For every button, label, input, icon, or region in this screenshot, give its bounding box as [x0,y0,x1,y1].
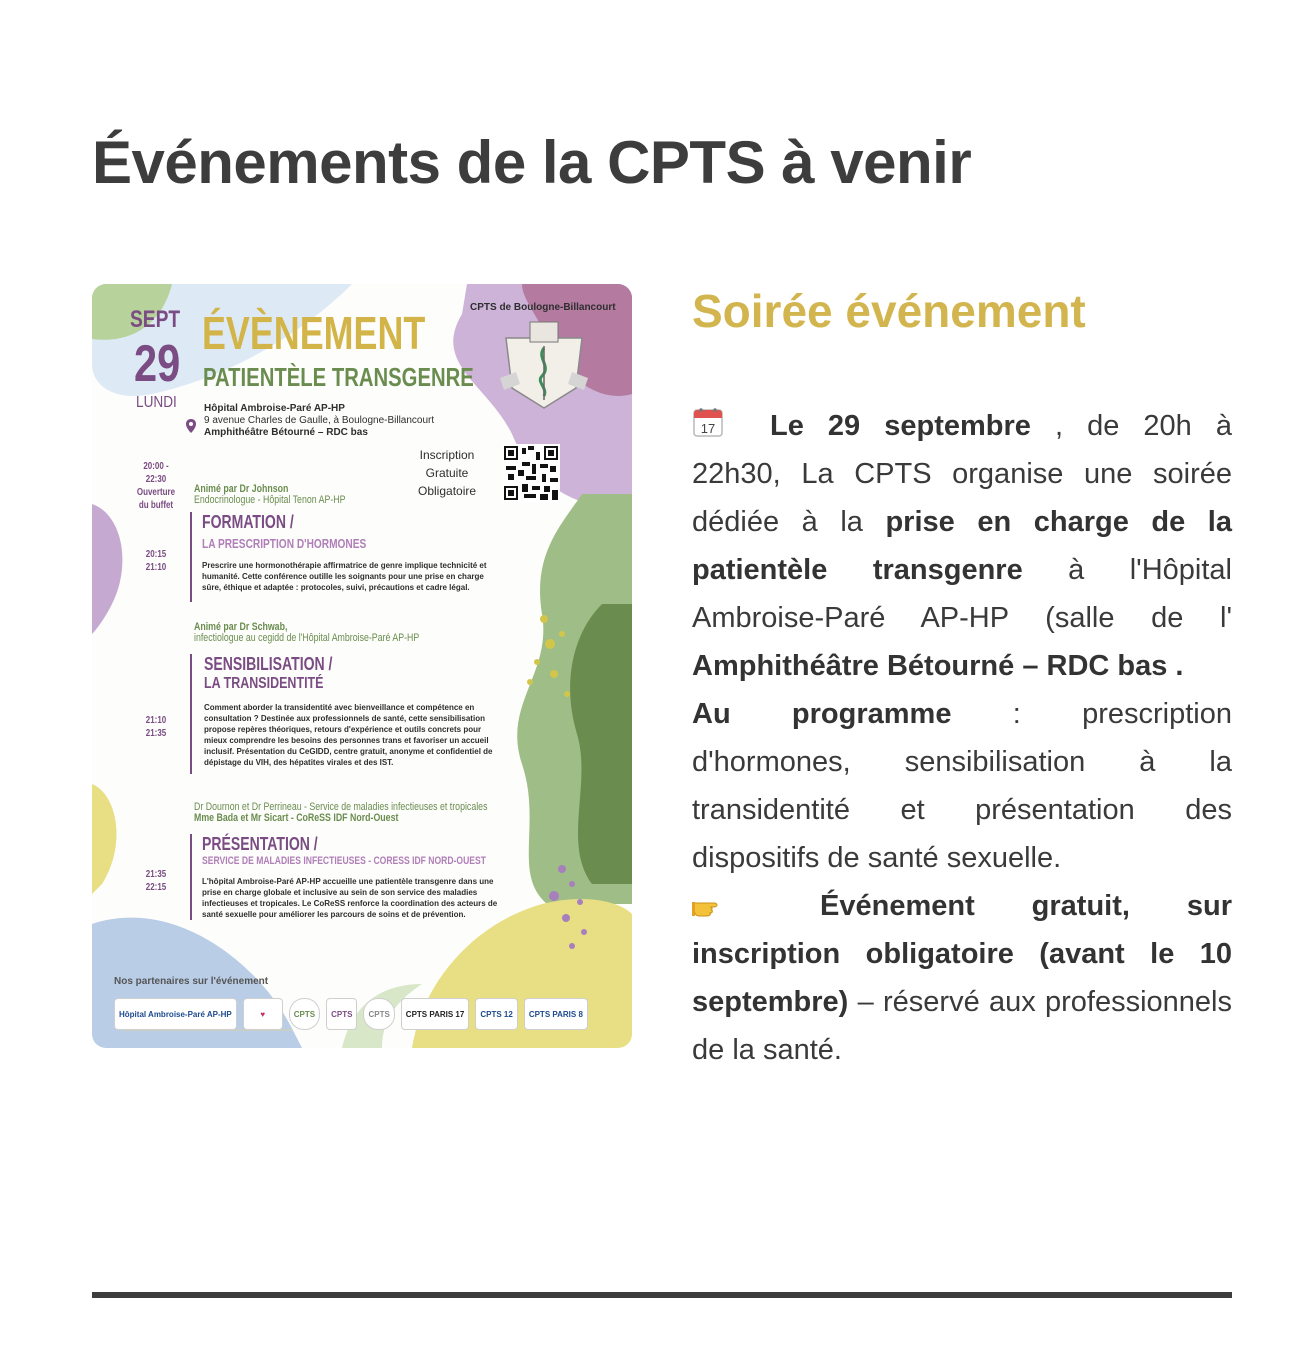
partner-logos [114,996,614,1032]
poster-month: SEPT [130,306,181,333]
session-description: Prescrire une hormonothérapie affirmatrice de genre implique technicité et humanité. Cette conférence outille les soignants pour une prise en charge sûre, éthique et adaptée : protocoles, suivi, précautions et cadre légal. [202,561,487,592]
animator-role: infectiologue au cegidd de l'Hôpital Ambroise-Paré AP-HP [194,632,420,644]
poster-title: ÉVÈNEMENT [202,307,426,359]
partner-logo: CPTS [363,998,394,1030]
session-title: FORMATION / [202,512,294,532]
time-end: 22:15 [145,882,167,893]
registration-line: Obligatoire [418,484,477,498]
registration-line: Gratuite [425,466,469,480]
animator-name: Animé par Dr Johnson [194,483,289,495]
partner-logo: CPTS [289,998,320,1030]
event-date: Le 29 septembre [770,410,1031,442]
event-poster-image[interactable] [92,284,632,1048]
buffet-label: du buffet [138,500,174,511]
partner-logo: Hôpital Ambroise-Paré AP-HP [114,998,237,1030]
event-description [692,402,1232,1074]
session-animator [194,622,419,644]
animator-name: Dr Dournon et Dr Perrineau - Service de maladies infectieuses et tropicales [194,801,488,813]
registration-line: Inscription [419,448,475,462]
session-time [132,548,180,574]
page-title: Événements de la CPTS à venir [92,129,972,196]
poster-day: 29 [134,335,181,393]
audience-note: – réservé aux professionnels de la santé. [692,986,1232,1066]
event-topic: prise en charge de la patientèle transgenre [692,506,1232,586]
poster-venue-name: Hôpital Ambroise-Paré AP-HP [204,403,345,414]
session-time [132,714,180,740]
poster-venue-room: Amphithéâtre Bétourné – RDC bas [204,427,368,438]
event-text-part: , de 20h à 22h30, La CPTS organise une soirée dédiée à la [692,410,1232,538]
poster-subtitle: PATIENTÈLE TRANSGENRE [203,362,474,392]
session-subtitle: LA PRESCRIPTION D'HORMONES [202,536,367,551]
poster-weekday: LUNDI [136,394,177,411]
poster-venue [204,403,434,439]
animator-role: Mme Bada et Mr Sicart - CoReSS IDF Nord-Ouest [194,812,399,824]
time-start: 21:10 [145,715,167,726]
buffet-label: Ouverture [136,487,176,498]
partner-logo: CPTS PARIS 8 [524,998,588,1030]
free-event-note: Événement gratuit, sur inscription obligatoire (avant le 10 septembre) [692,890,1232,1018]
session-title: PRÉSENTATION / [202,834,318,854]
partner-logo: ♥ [243,998,283,1030]
svg-text:17: 17 [700,421,716,436]
cpts-crest-logo [496,318,592,414]
time-end: 21:35 [145,728,167,739]
buffet-time: 20:00 - 22:30 [143,461,169,485]
partner-logo: CPTS PARIS 17 [401,998,470,1030]
poster-registration-note [418,446,476,500]
session-title: SENSIBILISATION / [204,654,333,674]
partner-logo: CPTS 12 [475,998,517,1030]
session-subtitle: LA TRANSIDENTITÉ [204,675,324,692]
qr-code-icon [502,444,560,502]
session-animator [194,484,345,506]
location-pin-icon [186,419,196,433]
session-divider [190,512,192,602]
event-room: Amphithéâtre Bétourné – RDC bas . [692,650,1184,682]
program-label: Au programme [692,698,952,730]
animator-name: Animé par Dr Schwab, [194,621,288,633]
session-subtitle: SERVICE DE MALADIES INFECTIEUSES - CORESS IDF NORD-OUEST [202,855,486,867]
pointing-hand-icon [692,895,724,917]
time-start: 20:15 [145,549,167,560]
session-description: Comment aborder la transidentité avec bienveillance et compétence en consultation ? Destinée aux professionnels de santé, cette sensibilisation propose repères théoriques, retours d'expérience et outils concrets pour mieux comprendre les besoins des personnes trans et favoriser un accueil inclusif. Présentation du CeGIDD, centre gratuit, anonyme et confidentiel de dépistage du VIH, des hépatites virales et des IST. [204,703,493,767]
partners-label: Nos partenaires sur l'événement [114,976,269,987]
session-description: L'hôpital Ambroise-Paré AP-HP accueille une patientèle transgenre dans une prise en charge globale et inclusive au sein de son service des maladies infectieuses et tropicales. Le CoReSS renforce la coordination des acteurs de santé sexuelle pour améliorer les parcours de soins et de prévention. [202,877,498,919]
time-start: 21:35 [145,869,167,880]
partner-logo: CPTS [326,998,357,1030]
poster-organizer: CPTS de Boulogne-Billancourt [470,302,616,313]
time-end: 21:10 [145,562,167,573]
program-text: : prescription d'hormones, sensibilisation à la transidentité et présentation des dispositifs de santé sexuelle. [692,698,1232,874]
session-divider [190,654,192,774]
event-heading: Soirée événement [692,285,1086,337]
session-animator [194,802,487,824]
calendar-icon [692,406,724,438]
session-time [132,868,180,894]
animator-role: Endocrinologue - Hôpital Tenon AP-HP [194,494,346,506]
section-divider [92,1292,1232,1298]
session-divider [190,834,192,920]
poster-venue-address: 9 avenue Charles de Gaulle, à Boulogne-Billancourt [204,415,435,426]
poster-buffet-time [132,460,180,512]
event-text-part: à l'Hôpital Ambroise-Paré AP-HP (salle de l' [692,554,1232,634]
